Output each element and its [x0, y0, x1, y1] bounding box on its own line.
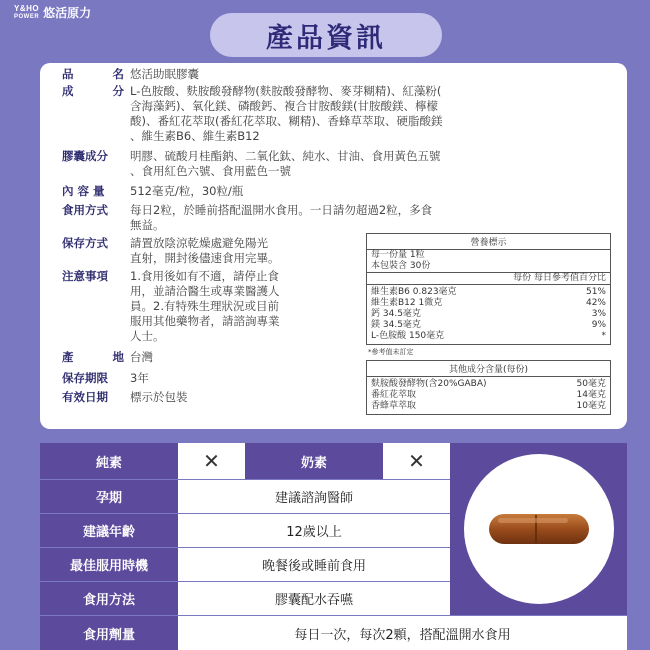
value-caution: 1.食用後如有不適，請停止食 用，並請洽醫生或專業醫護人 員。2.有特殊生理狀況或目前 服用其他藥物者，請諮詢專業 人士。 [130, 269, 280, 343]
label-capsule-ingredients: 膠囊成分 [62, 149, 108, 163]
label-age: 建議年齡 [40, 514, 178, 547]
nutrition-package: 本包裝含 30份 [371, 261, 431, 271]
row-shelf-life [62, 371, 149, 386]
nutrition-items [367, 284, 610, 344]
row-age [40, 514, 450, 547]
brand-name: 悠活原力 [43, 6, 92, 20]
row-usage [62, 203, 432, 233]
row-origin [62, 350, 153, 365]
other-ingredients-header: 其他成分含量(每份) [367, 361, 610, 377]
label-shelf-life: 保存期限 [62, 371, 108, 385]
label-origin: 產 地 [62, 350, 124, 364]
value-usage: 每日2粒，於睡前搭配溫開水食用。一日請勿超過2粒，多食 無益。 [130, 203, 433, 232]
label-dairy: 奶素 [245, 443, 383, 479]
nutrition-box [366, 233, 611, 345]
value-pregnancy: 建議諮詢醫師 [178, 480, 450, 513]
nutrition-note: *參考值未訂定 [368, 348, 414, 356]
row-dosage [40, 616, 627, 650]
label-dosage: 食用劑量 [40, 616, 178, 650]
page-title-text: 產品資訊 [266, 22, 386, 54]
other-ingredient-row: 香蜂草萃取 10毫克 [371, 401, 606, 411]
row-product-name [62, 67, 199, 82]
page-title [210, 13, 442, 57]
brand-logo [14, 4, 91, 21]
value-shelf-life: 3年 [130, 371, 149, 385]
label-product-name: 品 名 [62, 67, 124, 81]
logo-mark: Y&HO POWER [14, 3, 40, 20]
capsule-icon [484, 504, 594, 554]
other-ingredients-box [366, 360, 611, 415]
spec-table [40, 443, 627, 650]
label-usage: 食用方式 [62, 203, 108, 217]
label-storage: 保存方式 [62, 236, 108, 250]
nutrition-row: 維生素B6 0.823毫克 51% [371, 287, 606, 297]
other-ingredient-row: 番紅花萃取 14毫克 [371, 390, 606, 400]
row-timing [40, 548, 450, 581]
nutrition-header: 營養標示 [367, 234, 610, 250]
value-dosage: 每日一次，每次2顆，搭配溫開水食用 [178, 616, 627, 650]
nutrition-cols-header: 每份 每日參考值百分比 [367, 272, 610, 284]
value-method: 膠囊配水吞嚥 [178, 582, 450, 615]
product-info-card [40, 63, 627, 429]
capsule-image [464, 454, 614, 604]
nutrition-row: L-色胺酸 150毫克 * [371, 331, 606, 341]
row-capsule-ingredients [62, 149, 441, 179]
capsule-image-panel [450, 443, 627, 615]
nutrition-row: 鈣 34.5毫克 3% [371, 309, 606, 319]
label-content: 內 容 量 [62, 184, 105, 198]
value-storage: 請置放陰涼乾燥處避免陽光 直射，開封後儘速食用完畢。 [130, 236, 280, 265]
cross-icon: ✕ [383, 443, 450, 479]
row-method [40, 582, 450, 615]
value-content: 512毫克/粒，30粒/瓶 [130, 184, 244, 198]
row-diet [40, 443, 450, 479]
row-expiry [62, 390, 188, 405]
row-ingredients [62, 84, 442, 144]
row-pregnancy [40, 480, 450, 513]
cross-icon: ✕ [178, 443, 245, 479]
label-vegan: 純素 [40, 443, 178, 479]
value-capsule-ingredients: 明膠、硫酸月桂酯鈉、二氧化鈦、純水、甘油、食用黃色五號 、食用紅色六號、食用藍色一號 [130, 149, 441, 178]
nutrition-facts [366, 233, 611, 415]
label-caution: 注意事項 [62, 269, 108, 283]
row-storage [62, 236, 362, 266]
value-ingredients: L-色胺酸、麩胺酸發酵物(麩胺酸發酵物、麥芽糊精)、紅藻粉( 含海藻鈣)、氧化鎂、磷酸鈣、複合甘胺酸鎂(甘胺酸鎂、檸檬 酸)、番紅花萃取(番紅花萃取、糊精)、香蜂草萃取、硬脂酸鎂 、維生素B6、維生素B12 [130, 84, 443, 143]
nutrition-row: 鎂 34.5毫克 9% [371, 320, 606, 330]
row-caution [62, 269, 362, 344]
value-age: 12歲以上 [178, 514, 450, 547]
value-expiry: 標示於包裝 [130, 390, 188, 404]
nutrition-serving: 每一份量 1粒 [371, 250, 425, 260]
value-origin: 台灣 [130, 350, 153, 364]
label-expiry: 有效日期 [62, 390, 108, 404]
other-ingredient-row: 麩胺酸發酵物(含20%GABA) 50毫克 [371, 379, 606, 389]
value-product-name: 悠活助眠膠囊 [130, 67, 199, 81]
label-timing: 最佳服用時機 [40, 548, 178, 581]
value-timing: 晚餐後或睡前食用 [178, 548, 450, 581]
label-pregnancy: 孕期 [40, 480, 178, 513]
row-content [62, 184, 243, 199]
label-ingredients: 成 分 [62, 84, 124, 98]
nutrition-row: 維生素B12 1微克 42% [371, 298, 606, 308]
label-method: 食用方法 [40, 582, 178, 615]
